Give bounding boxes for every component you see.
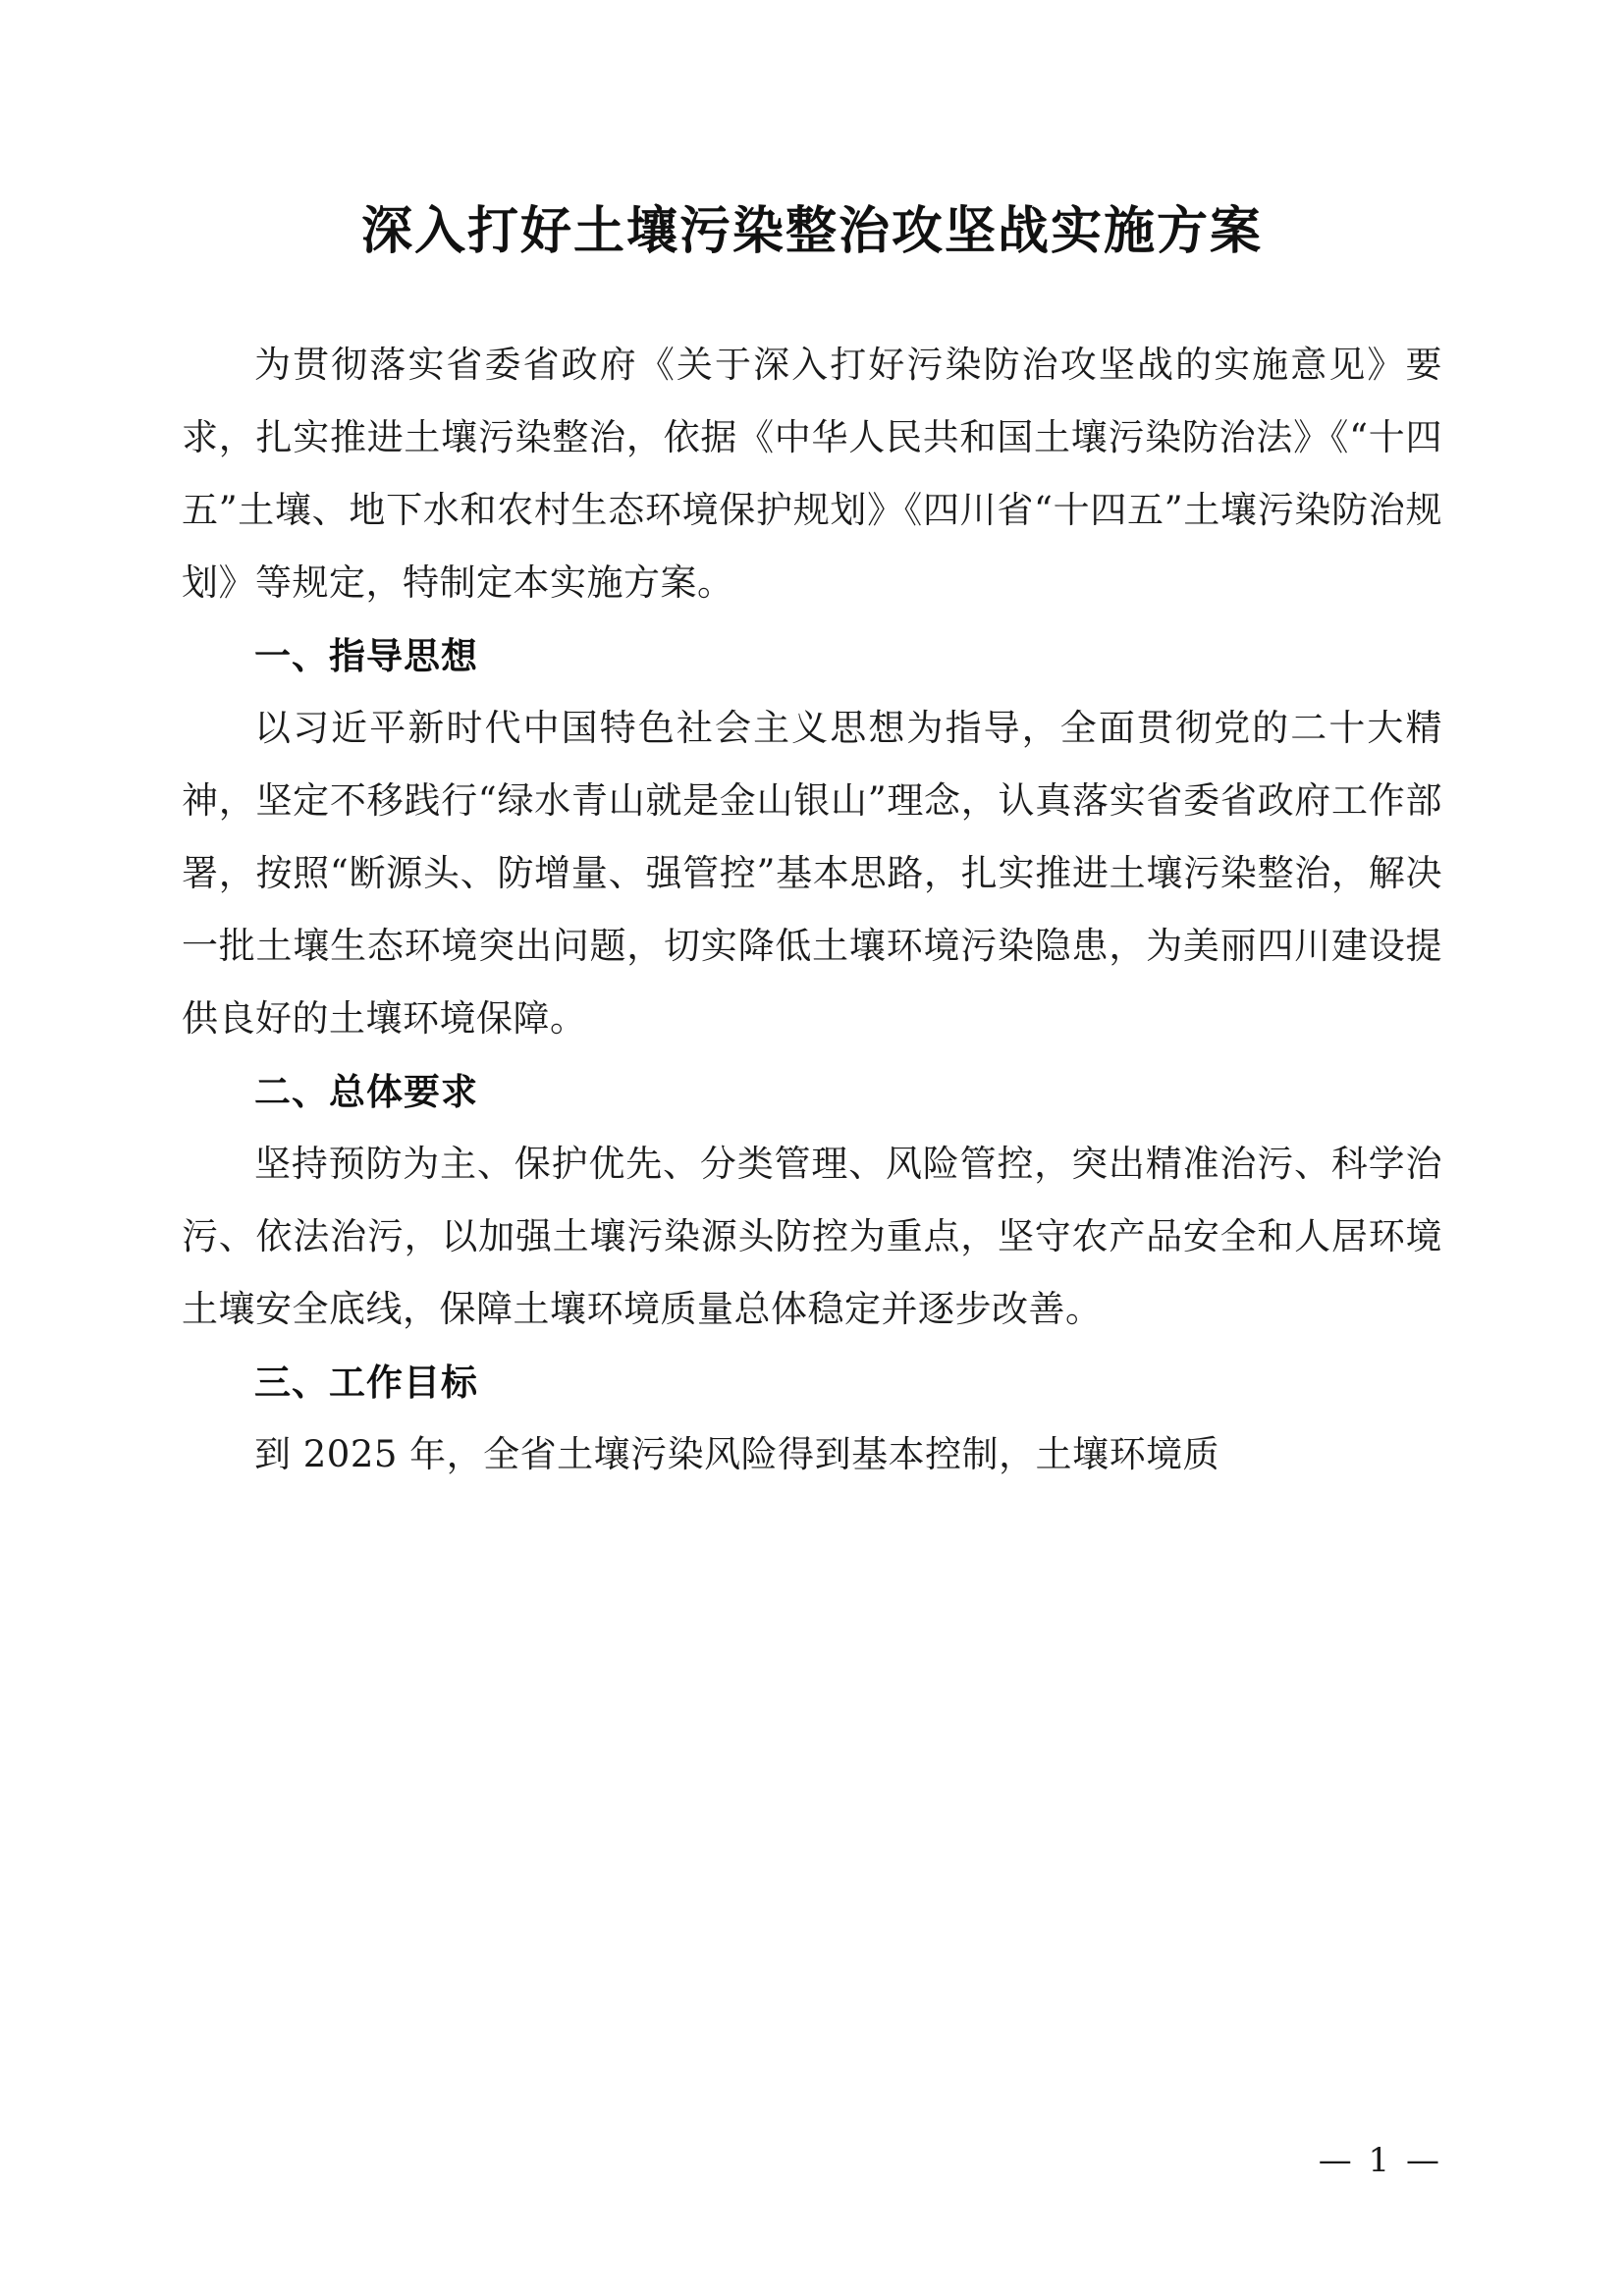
heading-overall-requirements: 二、总体要求 bbox=[254, 1069, 478, 1113]
paragraph-overall-requirements: 坚持预防为主、保护优先、分类管理、风险管控，突出精准治污、科学治污、依法治污，以加强土壤污染源头防控为重点，坚守农产品安全和人居环境土壤安全底线，保障土壤环境质量总体稳定并逐步改善。 bbox=[182, 1142, 1442, 1330]
paragraph-guiding-thought: 以习近平新时代中国特色社会主义思想为指导，全面贯彻党的二十大精神，坚定不移践行“绿水青山就是金山银山”理念，认真落实省委省政府工作部署，按照“断源头、防增量、强管控”基本思路，扎实推进土壤污染整治，解决一批土壤生态环境突出问题，切实降低土壤环境污染隐患，为美丽四川建设提供良好的土壤环境保障。 bbox=[182, 706, 1442, 1040]
page-title: 深入打好土壤污染整治攻坚战实施方案 bbox=[360, 201, 1263, 261]
paragraph-work-objectives: 到 2025 年，全省土壤污染风险得到基本控制，土壤环境质 bbox=[254, 1432, 1220, 1475]
page-number: — 1 — bbox=[1318, 2141, 1442, 2180]
heading-guiding-thought: 一、指导思想 bbox=[254, 633, 478, 677]
heading-work-objectives: 三、工作目标 bbox=[254, 1360, 478, 1404]
intro-paragraph: 为贯彻落实省委省政府《关于深入打好污染防治攻坚战的实施意见》要求，扎实推进土壤污染整治，依据《中华人民共和国土壤污染防治法》《“十四五”土壤、地下水和农村生态环境保护规划》《四川省“十四五”土壤污染防治规划》等规定，特制定本实施方案。 bbox=[182, 343, 1442, 604]
